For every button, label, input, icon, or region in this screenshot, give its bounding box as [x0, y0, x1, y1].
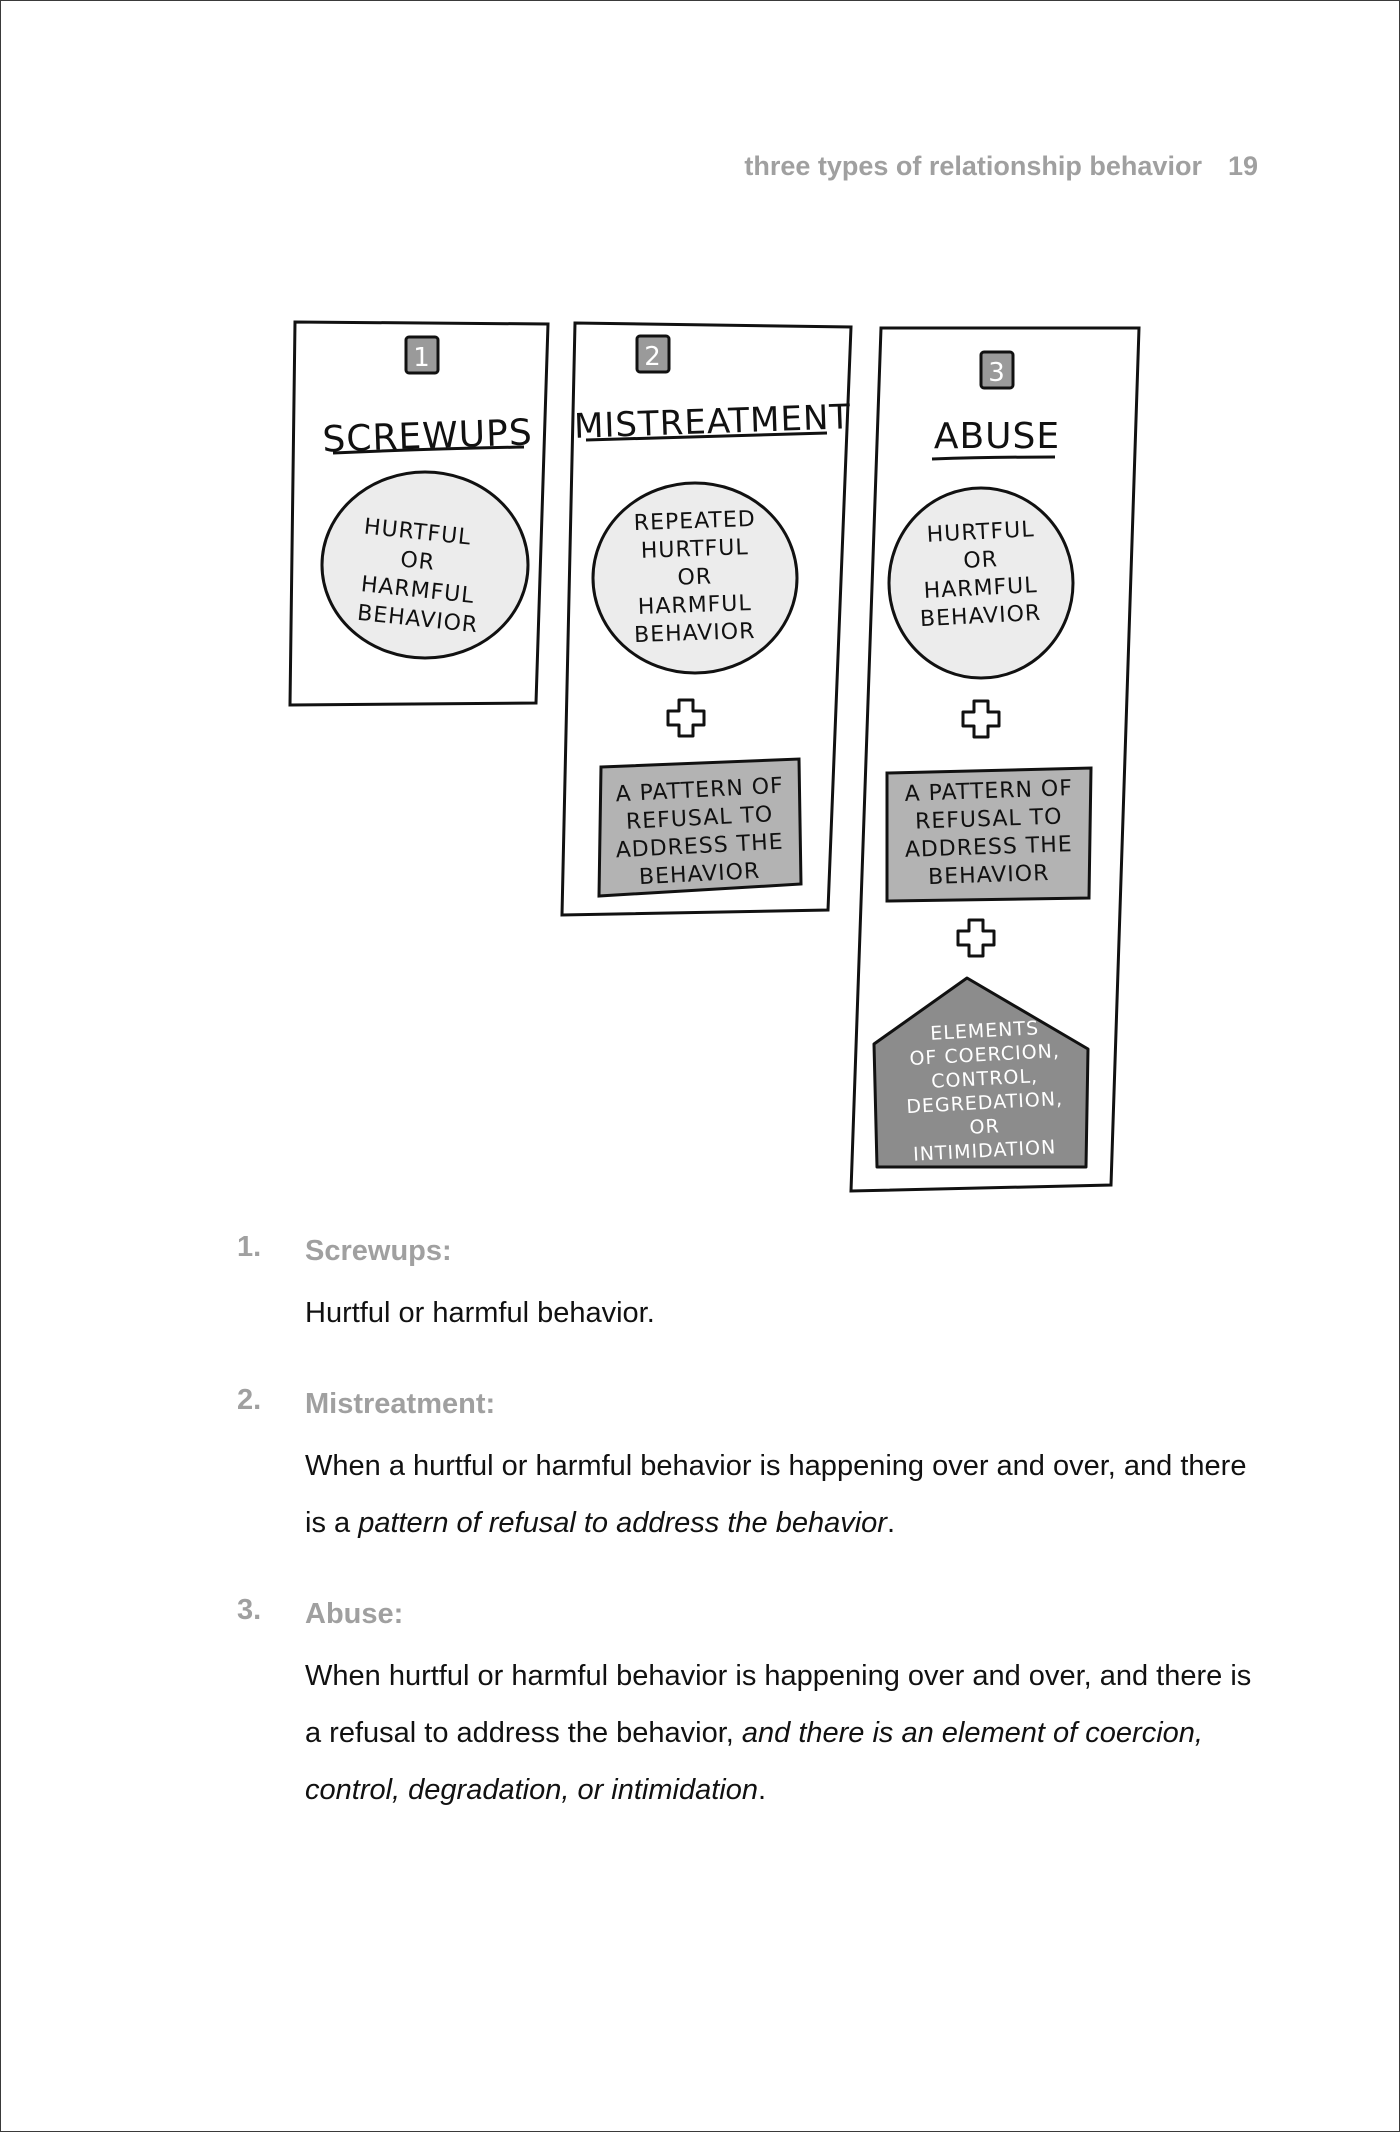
circle-text: HARMFUL — [923, 573, 1039, 604]
item-number: 1. — [237, 1231, 262, 1263]
body-text: When hurtful or harmful behavior is happening over and over, and there is a refusal to address the behavior, — [305, 1660, 1252, 1749]
circle-text: BEHAVIOR — [919, 600, 1042, 633]
box-text: A PATTERN OF — [904, 776, 1074, 807]
item-heading: Screwups: — [305, 1235, 452, 1267]
panel-title: SCREWUPS — [321, 412, 534, 461]
panel-number: 3 — [988, 358, 1006, 388]
item-description — [305, 1285, 1257, 1342]
item-description — [305, 1648, 1257, 1819]
item-heading: Abuse: — [305, 1598, 404, 1630]
emphasis-text: pattern of refusal to address the behavior — [358, 1507, 887, 1539]
circle-text: OR — [962, 547, 999, 574]
house-text: OR — [969, 1115, 1001, 1139]
illustration-layer — [290, 322, 1139, 1191]
body-text: . — [886, 1507, 896, 1539]
box-text: A PATTERN OF — [614, 773, 785, 808]
panel-title: ABUSE — [933, 416, 1061, 457]
panel-number: 1 — [413, 343, 431, 373]
item-description — [305, 1438, 1257, 1552]
box-text: REFUSAL TO — [625, 802, 774, 835]
panel-number: 2 — [644, 342, 662, 372]
item-number: 2. — [237, 1384, 262, 1416]
house-text: ELEMENTS — [929, 1017, 1040, 1045]
house-text: CONTROL, — [930, 1065, 1039, 1093]
circle-text: HURTFUL — [926, 517, 1036, 548]
illustration — [1, 1, 1399, 1201]
page-number: 19 — [1227, 151, 1258, 181]
box-text: BEHAVIOR — [927, 860, 1050, 891]
circle-text: OR — [677, 564, 713, 591]
box-text: BEHAVIOR — [638, 858, 761, 891]
body-text: When a hurtful or harmful behavior is happening over and over, and there is a — [305, 1450, 1247, 1539]
circle-text: BEHAVIOR — [356, 600, 480, 639]
list-item — [237, 1231, 1257, 1342]
box-text: ADDRESS THE — [615, 829, 785, 864]
house-text: INTIMIDATION — [912, 1136, 1057, 1166]
circle-text: BEHAVIOR — [633, 618, 756, 649]
circle-text: HURTFUL — [640, 535, 750, 564]
circle-text: HURTFUL — [362, 514, 473, 551]
circle-text: REPEATED — [633, 506, 757, 537]
house-text: OF COERCION, — [908, 1040, 1061, 1070]
circle-text: OR — [399, 547, 437, 576]
list-item — [237, 1594, 1257, 1819]
item-heading: Mistreatment: — [305, 1388, 496, 1420]
definition-list — [237, 1231, 1257, 1861]
section-title: three types of relationship behavior — [744, 151, 1202, 181]
body-text: . — [757, 1774, 767, 1806]
house-text: DEGREDATION, — [905, 1087, 1064, 1119]
circle-text: HARMFUL — [359, 572, 476, 609]
box-text: ADDRESS THE — [904, 832, 1074, 863]
box-text: REFUSAL TO — [914, 804, 1063, 835]
list-item — [237, 1384, 1257, 1552]
panel-title: MISTREATMENT — [573, 397, 852, 447]
circle-text: HARMFUL — [637, 591, 753, 620]
item-number: 3. — [237, 1594, 262, 1626]
body-text: Hurtful or harmful behavior. — [305, 1297, 655, 1329]
emphasis-text: and there is an element of coercion, control, degradation, or intimidation — [305, 1717, 1203, 1806]
